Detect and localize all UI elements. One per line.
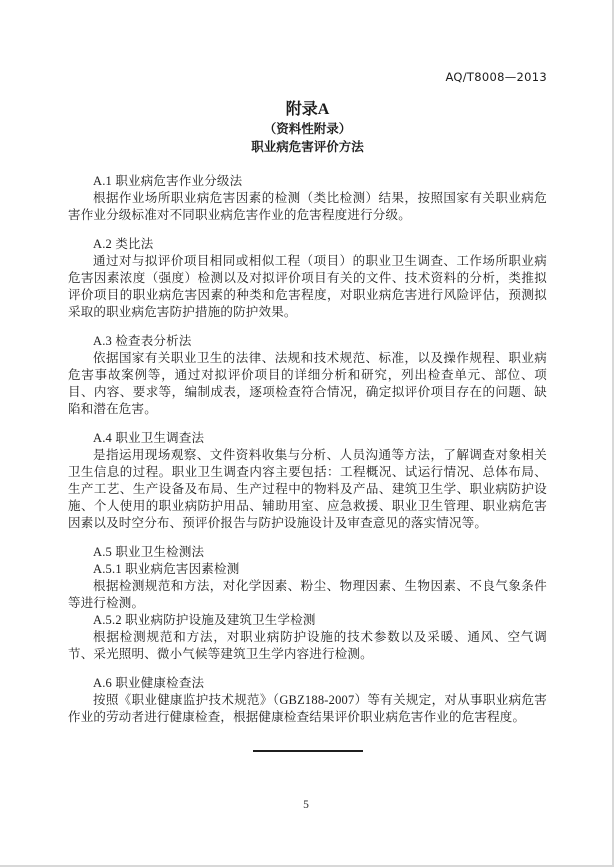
appendix-subject: 职业病危害评价方法 <box>251 140 364 154</box>
section-a2-paragraph: 通过对与拟评价项目相同或相似工程（项目）的职业卫生调查、工作场所职业病危害因素浓度（强度）检测以及对拟评价项目有关的文件、技术资料的分析，类推拟评价项目的职业病危害因素的种类和危害程度，对职业病危害进行风险评估，预测拟采取的职业病危害防护措施的防护效果。 <box>68 254 547 319</box>
standard-number: AQ/T8008—2013 <box>445 70 547 84</box>
section-a5 <box>68 544 547 663</box>
section-a1 <box>68 173 547 224</box>
section-a1-paragraph: 根据作业场所职业病危害因素的检测（类比检测）结果，按照国家有关职业病危害作业分级标准对不同职业病危害作业的危害程度进行分级。 <box>68 191 547 222</box>
section-a5-1-paragraph: 根据检测规范和方法，对化学因素、粉尘、物理因素、生物因素、不良气象条件等进行检测。 <box>68 579 547 610</box>
appendix-type-note: （资料性附录） <box>263 122 352 136</box>
section-a3-heading: A.3 检查表分析法 <box>93 334 192 348</box>
section-a6 <box>68 675 547 726</box>
section-a5-2-heading: A.5.2 职业病防护设施及建筑卫生学检测 <box>93 613 316 627</box>
section-a2 <box>68 236 547 321</box>
section-a6-paragraph: 按照《职业健康监护技术规范》（GBZ188-2007）等有关规定，对从事职业病危害作业的劳动者进行健康检查，根据健康检查结果评价职业病危害作业的危害程度。 <box>68 693 547 724</box>
section-a5-heading: A.5 职业卫生检测法 <box>93 545 205 559</box>
appendix-title: 附录A <box>285 101 330 118</box>
page-content <box>68 0 547 752</box>
section-a4-heading: A.4 职业卫生调查法 <box>93 431 205 445</box>
section-a4-paragraph: 是指运用现场观察、文件资料收集与分析、人员沟通等方法，了解调查对象相关卫生信息的过程。职业卫生调查内容主要包括：工程概况、试运行情况、总体布局、生产工艺、生产设备及布局、生产过程中的物料及产品、建筑卫生学、职业病防护设施、个人使用的职业病防护用品、辅助用室、应急救援、职业卫生管理、职业病危害因素以及时空分布、预评价报告与防护设施设计及审查意见的落实情况等。 <box>68 448 547 530</box>
appendix-title-block <box>68 99 547 156</box>
section-a5-2-paragraph: 根据检测规范和方法，对职业病防护设施的技术参数以及采暖、通风、空气调节、采光照明、微小气候等建筑卫生学内容进行检测。 <box>68 630 547 661</box>
page-number: 5 <box>303 799 309 811</box>
section-a1-heading: A.1 职业病危害作业分级法 <box>93 174 243 188</box>
section-a4 <box>68 430 547 532</box>
section-a6-heading: A.6 职业健康检查法 <box>93 676 205 690</box>
section-a3-paragraph: 依据国家有关职业卫生的法律、法规和技术规范、标准，以及操作规程、职业病危害事故案例等，通过对拟评价项目的详细分析和研究，列出检查单元、部位、项目、内容、要求等，编制成表，逐项检查符合情况，确定拟评价项目存在的问题、缺陷和潜在危害。 <box>68 351 547 416</box>
section-a2-heading: A.2 类比法 <box>93 237 154 251</box>
section-a3 <box>68 333 547 418</box>
section-a5-1-heading: A.5.1 职业病危害因素检测 <box>93 562 240 576</box>
end-of-document-rule <box>253 750 363 752</box>
